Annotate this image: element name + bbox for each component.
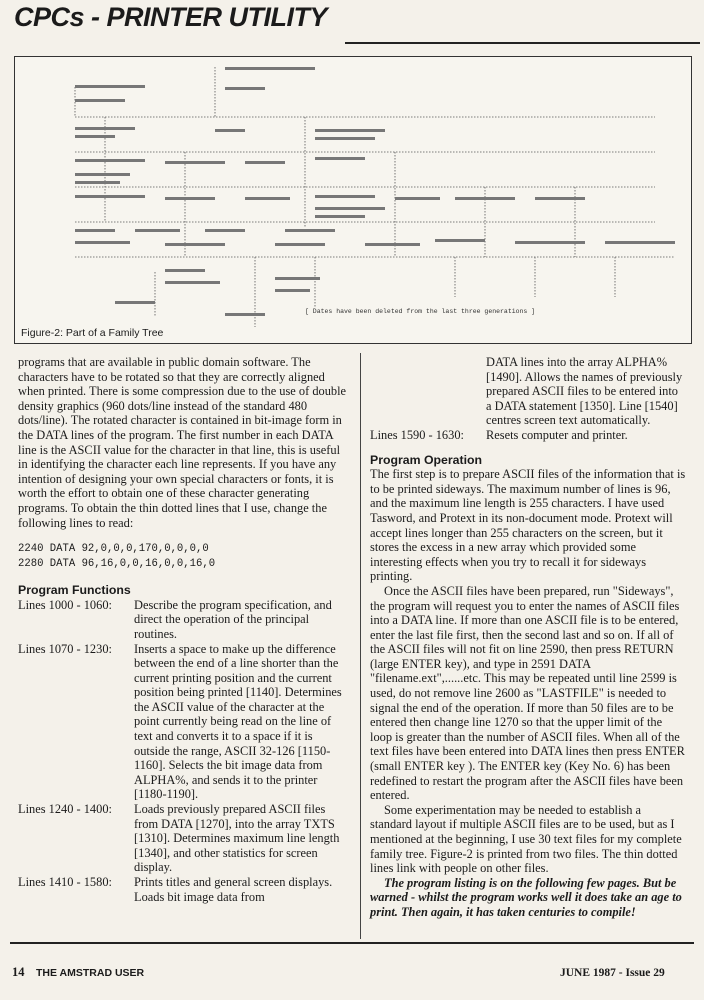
code-line: 2240 DATA 92,0,0,0,170,0,0,0,0 <box>18 543 209 556</box>
intro-paragraph: programs that are available in public domain software. The characters have to be rotated so that they are correctly aligned when printed. There is some compression due to the use of double density graphics (960 dots/line instead of the standard 480 dots/line). The rotated character is contained in bit-image form in the DATA lines of the program. The first number in each DATA line is the ASCII value for the character in that line, this is useful in identifying the character each line represents. If you have any intention of designing your own special characters or fonts, it is worth the effort to obtain one of these character generating programs. To obtain the thin dotted lines that I use, change the following lines to read: <box>18 355 347 530</box>
function-item <box>18 802 348 875</box>
closing-note: The program listing is on the following few pages. But be warned - whilst the program works well it does take an age to print. Then again, it has taken centuries to compile! <box>370 875 682 919</box>
function-list <box>18 598 348 904</box>
body-paragraph: Once the ASCII files have been prepared, run "Sideways", the program will request you to enter the names of ASCII files into a DATA line. If more than one ASCII file is to be entered, enter the last file first, then the second last and so on. If all of the ASCII files will not fit on line 2590, then press RETURN (large ENTER key), and type in 2591 DATA "filename.ext",......etc. This may be repeated until line 2599 is used, do not remove line 2600 as "LASTFILE" is needed to signal the end of the operation. If more than 50 files are to be entered then change line 1270 so that the upper limit of the loop is greater than the number of ASCII files. When all of the text files have been entered into DATA lines then press ENTER (small ENTER key ). The ENTER key (Key No. 6) has been redefined to restart the program after the ASCII files have been entered. <box>370 583 685 803</box>
figure-family-tree <box>14 56 692 344</box>
function-desc-continued: DATA lines into the array ALPHA% [1490]. Allows the names of previously prepared ASCII files to be entered into a DATA statement [1350]. Line [1540] centres screen text automatically. <box>486 355 683 428</box>
function-desc: Describe the program specification, and direct the operation of the principal routines. <box>134 597 332 641</box>
code-line: 2280 DATA 96,16,0,0,16,0,0,16,0 <box>18 557 216 570</box>
function-item <box>370 428 686 443</box>
right-column <box>370 355 686 920</box>
magazine-name: THE AMSTRAD USER <box>36 967 145 979</box>
page-number: 14 <box>12 965 25 979</box>
function-lines: Lines 1590 - 1630: <box>370 427 464 442</box>
left-column <box>18 355 348 904</box>
column-divider <box>360 353 361 939</box>
figure-note: [ Dates have been deleted from the last three generations ] <box>305 308 536 315</box>
family-tree-printout <box>15 57 691 343</box>
function-lines: Lines 1410 - 1580: <box>18 875 112 889</box>
function-desc: Inserts a space to make up the difference between the end of a line shorter than the current printing position and the current position being printed [1140]. Determines the ASCII value of the character at the point currently being read on the line of text and converts it to a space if it is outside the range, ASCII 32-126 [1150-1160]. Selects the bit image data from ALPHA%, and sends it to the printer [1180-1190]. <box>134 641 342 802</box>
function-lines: Lines 1070 - 1230: <box>18 641 112 656</box>
function-item <box>18 598 348 642</box>
function-item <box>18 875 348 904</box>
page-title: CPCs - PRINTER UTILITY <box>14 2 328 32</box>
function-lines: Lines 1240 - 1400: <box>18 802 112 817</box>
body-paragraph: The first step is to prepare ASCII files of the information that is to be printed sideways. The maximum number of lines is 96, and the maximum line length is 255 characters. I have used Tasword, and Protext in its non-document mode. Protext will accept lines longer than 255 characters on the screen, but it stores the excess in a new array which provided some interesting effects when you try to recall it for sideways printing. <box>370 467 686 584</box>
function-item <box>18 642 348 803</box>
function-desc: Resets computer and printer. <box>486 427 628 442</box>
figure-caption: Figure-2: Part of a Family Tree <box>21 327 164 339</box>
function-lines: Lines 1000 - 1060: <box>18 597 112 612</box>
header-rule <box>345 42 700 44</box>
body-paragraph: Some experimentation may be needed to establish a standard layout if multiple ASCII files are to be used, but as I mentioned at the beginning, I use 30 text files for my complete family tree. Figure-2 is printed from two files. The thin dotted lines link with people on other files. <box>370 802 682 876</box>
section-heading: Program Operation <box>370 452 483 467</box>
function-desc: Loads previously prepared ASCII files from DATA [1270], into the array TXTS [1310]. Determines maximum line length [1340], and other statistics for screen display. <box>134 802 340 875</box>
function-desc: Prints titles and general screen displays. Loads bit image data from <box>134 875 333 904</box>
section-heading: Program Functions <box>18 583 131 598</box>
footer-rule <box>10 942 694 944</box>
issue-date: JUNE 1987 - Issue 29 <box>560 967 665 979</box>
